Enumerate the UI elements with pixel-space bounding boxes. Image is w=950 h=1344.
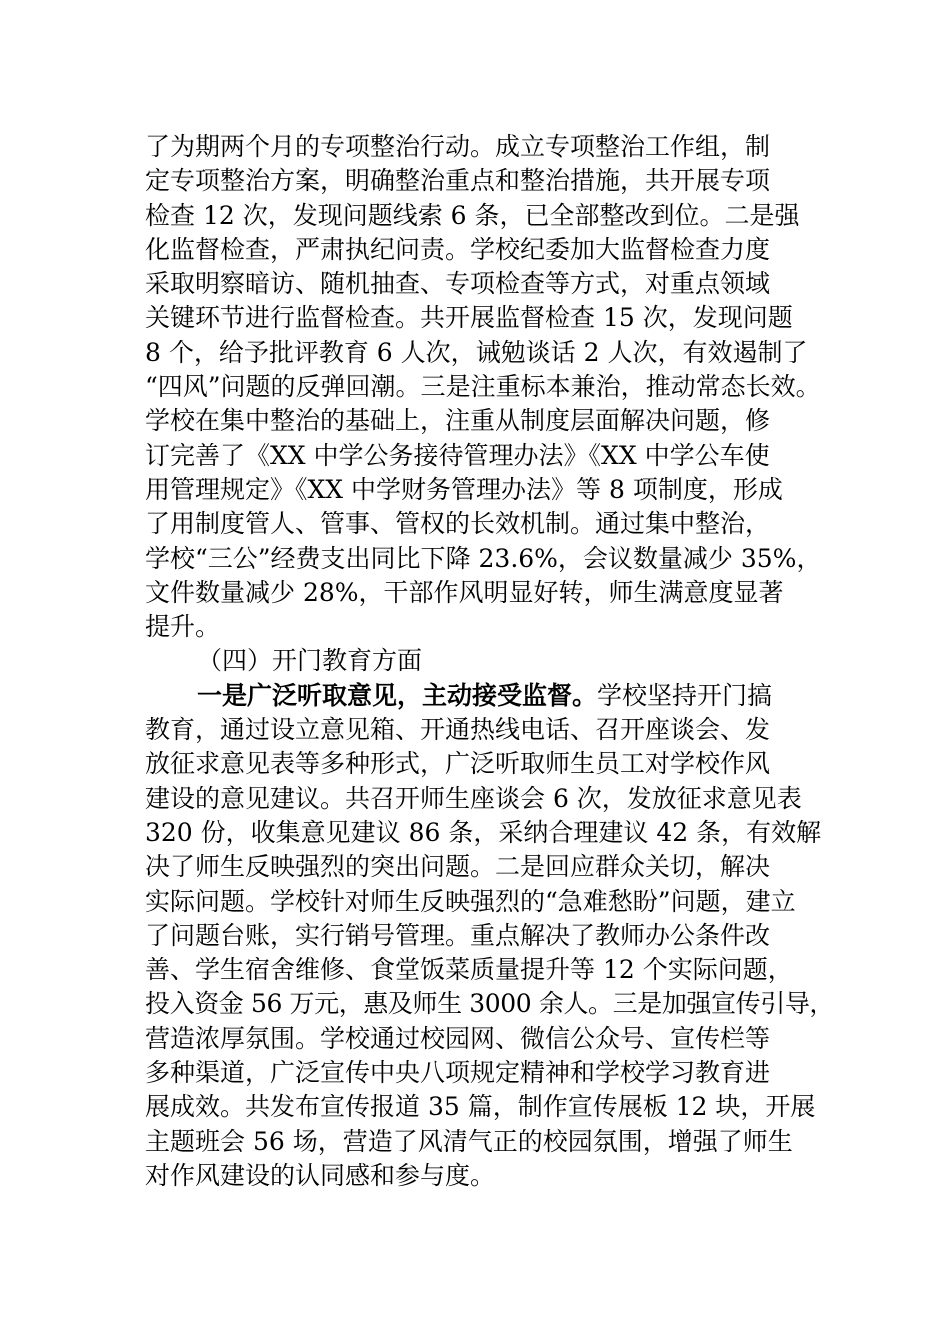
paragraph-line: 采取明察暗访、随机抽查、专项检查等方式，对重点领域 xyxy=(145,269,771,299)
paragraph-line: 放征求意见表等多种形式，广泛听取师生员工对学校作风 xyxy=(145,749,771,779)
paragraph-line: 订完善了《XX 中学公务接待管理办法》《XX 中学公车使 xyxy=(145,440,770,470)
paragraph-line: 多种渠道，广泛宣传中央八项规定精神和学校学习教育进 xyxy=(145,1058,771,1088)
paragraph-line: 实际问题。学校针对师生反映强烈的“急难愁盼”问题，建立 xyxy=(145,886,796,916)
paragraph-line: 主题班会 56 场，营造了风清气正的校园氛围，增强了师生 xyxy=(145,1126,793,1156)
paragraph-line: 检查 12 次，发现问题线索 6 条，已全部整改到位。二是强 xyxy=(145,200,800,230)
paragraph-first-line xyxy=(145,679,835,713)
paragraph-line: 了为期两个月的专项整治行动。成立专项整治工作组，制 xyxy=(145,132,771,161)
document-body xyxy=(145,130,835,1193)
paragraph-line: 320 份，收集意见建议 86 条，采纳合理建议 42 条，有效解 xyxy=(145,817,822,847)
paragraph-line: 关键环节进行监督检查。共开展监督检查 15 次，发现问题 xyxy=(145,303,793,333)
paragraph-special-rectification xyxy=(145,130,835,644)
first-line-rest: 学校坚持开门搞 xyxy=(597,680,773,710)
paragraph-line: 投入资金 56 万元，惠及师生 3000 余人。三是加强宣传引导， xyxy=(145,989,835,1019)
paragraph-line: “四风”问题的反弹回潮。三是注重标本兼治，推动常态长效。 xyxy=(145,372,821,402)
paragraph-line: 建设的意见建议。共召开师生座谈会 6 次，发放征求意见表 xyxy=(145,783,802,813)
paragraph-line: 用管理规定》《XX 中学财务管理办法》等 8 项制度，形成 xyxy=(145,474,783,504)
paragraph-line: 化监督检查，严肃执纪问责。学校纪委加大监督检查力度 xyxy=(145,234,771,264)
paragraph-line: 营造浓厚氛围。学校通过校园网、微信公众号、宣传栏等 xyxy=(145,1023,771,1053)
paragraph-line: 8 个，给予批评教育 6 人次，诫勉谈话 2 人次，有效遏制了 xyxy=(145,337,808,367)
paragraph-open-education xyxy=(145,679,835,1193)
section-heading: （四）开门教育方面 xyxy=(197,646,423,676)
paragraph-line: 对作风建设的认同感和参与度。 xyxy=(145,1160,496,1190)
paragraph-line: 学校在集中整治的基础上，注重从制度层面解决问题，修 xyxy=(145,406,771,436)
paragraph-line: 定专项整治方案，明确整治重点和整治措施，共开展专项 xyxy=(145,166,771,196)
paragraph-line: 文件数量减少 28%，干部作风明显好转，师生满意度显著 xyxy=(145,577,784,607)
lead-sentence: 一是广泛听取意见，主动接受监督。 xyxy=(197,680,598,710)
paragraph-line: 教育，通过设立意见箱、开通热线电话、召开座谈会、发 xyxy=(145,715,771,745)
paragraph-line: 决了师生反映强烈的突出问题。二是回应群众关切，解决 xyxy=(145,852,771,882)
paragraph-line: 了问题台账，实行销号管理。重点解决了教师办公条件改 xyxy=(145,920,771,950)
paragraph-line: 学校“三公”经费支出同比下降 23.6%，会议数量减少 35%， xyxy=(145,543,822,573)
paragraph-line: 提升。 xyxy=(145,612,221,642)
paragraph-line: 展成效。共发布宣传报道 35 篇，制作宣传展板 12 块，开展 xyxy=(145,1092,816,1122)
paragraph-line: 善、学生宿舍维修、食堂饭菜质量提升等 12 个实际问题， xyxy=(145,955,793,985)
paragraph-line: 了用制度管人、管事、管权的长效机制。通过集中整治， xyxy=(145,509,771,539)
